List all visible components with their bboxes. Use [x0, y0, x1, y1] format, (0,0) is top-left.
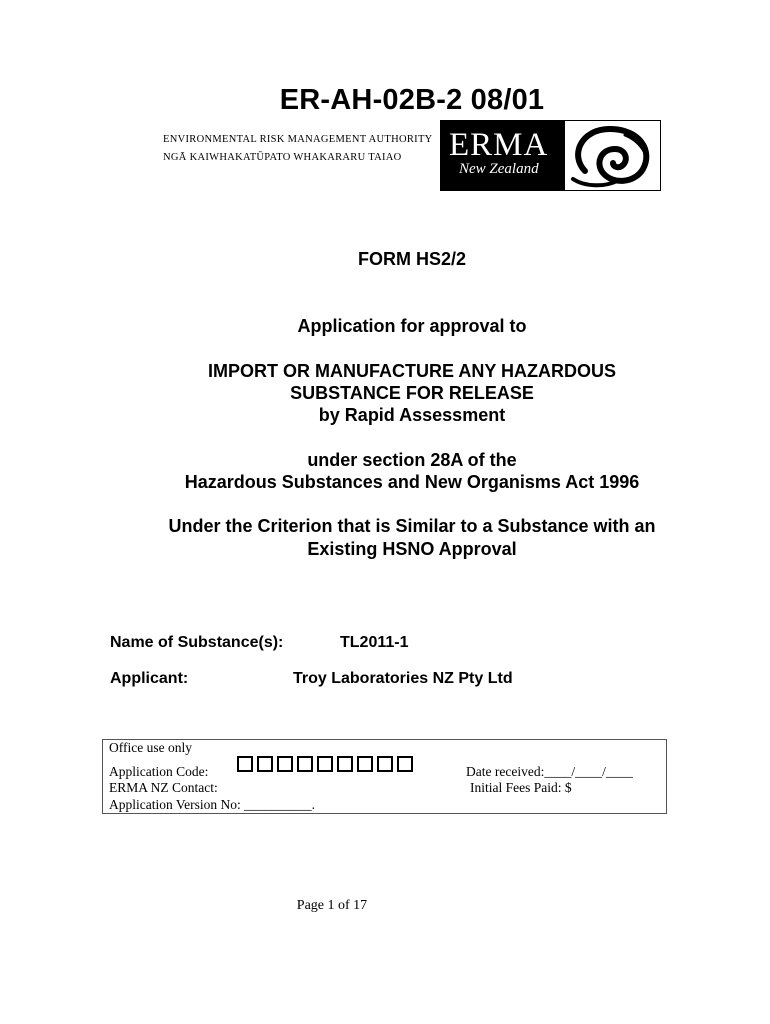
form-purpose-line1: IMPORT OR MANUFACTURE ANY HAZARDOUS: [208, 361, 616, 381]
code-box: [397, 756, 413, 772]
form-purpose-line3: by Rapid Assessment: [318, 405, 506, 425]
code-box: [357, 756, 373, 772]
document-code: ER-AH-02B-2 08/01: [279, 84, 545, 116]
org-name-english: ENVIRONMENTAL RISK MANAGEMENT AUTHORITY: [163, 134, 433, 145]
substance-label: Name of Substance(s):: [110, 634, 284, 651]
koru-spiral-icon: [565, 121, 660, 190]
logo-subtitle: New Zealand: [459, 161, 539, 177]
form-criterion-line2: Existing HSNO Approval: [307, 539, 517, 559]
form-intro: Application for approval to: [297, 316, 527, 336]
code-box: [377, 756, 393, 772]
date-received-label: Date received:____/____/____: [466, 764, 633, 779]
org-name-maori: NGĀ KAIWHAKATŪPATO WHAKARARU TAIAO: [163, 152, 402, 163]
form-id: FORM HS2/2: [357, 249, 467, 269]
form-section-line1: under section 28A of the: [307, 450, 517, 470]
version-label: Application Version No: __________.: [109, 797, 315, 812]
logo-wordmark: ERMA: [449, 127, 549, 163]
code-box: [277, 756, 293, 772]
erma-logo: [440, 120, 661, 191]
code-box: [237, 756, 253, 772]
code-box: [257, 756, 273, 772]
fees-paid-label: Initial Fees Paid: $: [470, 780, 572, 795]
form-purpose-line2: SUBSTANCE FOR RELEASE: [290, 383, 534, 403]
office-use-title: Office use only: [109, 740, 192, 755]
application-code-label: Application Code:: [109, 764, 209, 779]
applicant-value: Troy Laboratories NZ Pty Ltd: [293, 670, 513, 687]
code-box: [297, 756, 313, 772]
applicant-label: Applicant:: [110, 670, 189, 687]
erma-contact-label: ERMA NZ Contact:: [109, 780, 218, 795]
application-code-boxes: [237, 756, 417, 772]
substance-value: TL2011-1: [340, 634, 409, 651]
form-criterion-line1: Under the Criterion that is Similar to a Substance with an: [168, 516, 656, 536]
page-number: Page 1 of 17: [296, 898, 368, 913]
office-use-box: [102, 739, 667, 814]
code-box: [337, 756, 353, 772]
code-box: [317, 756, 333, 772]
form-section-line2: Hazardous Substances and New Organisms Act 1996: [184, 472, 640, 492]
